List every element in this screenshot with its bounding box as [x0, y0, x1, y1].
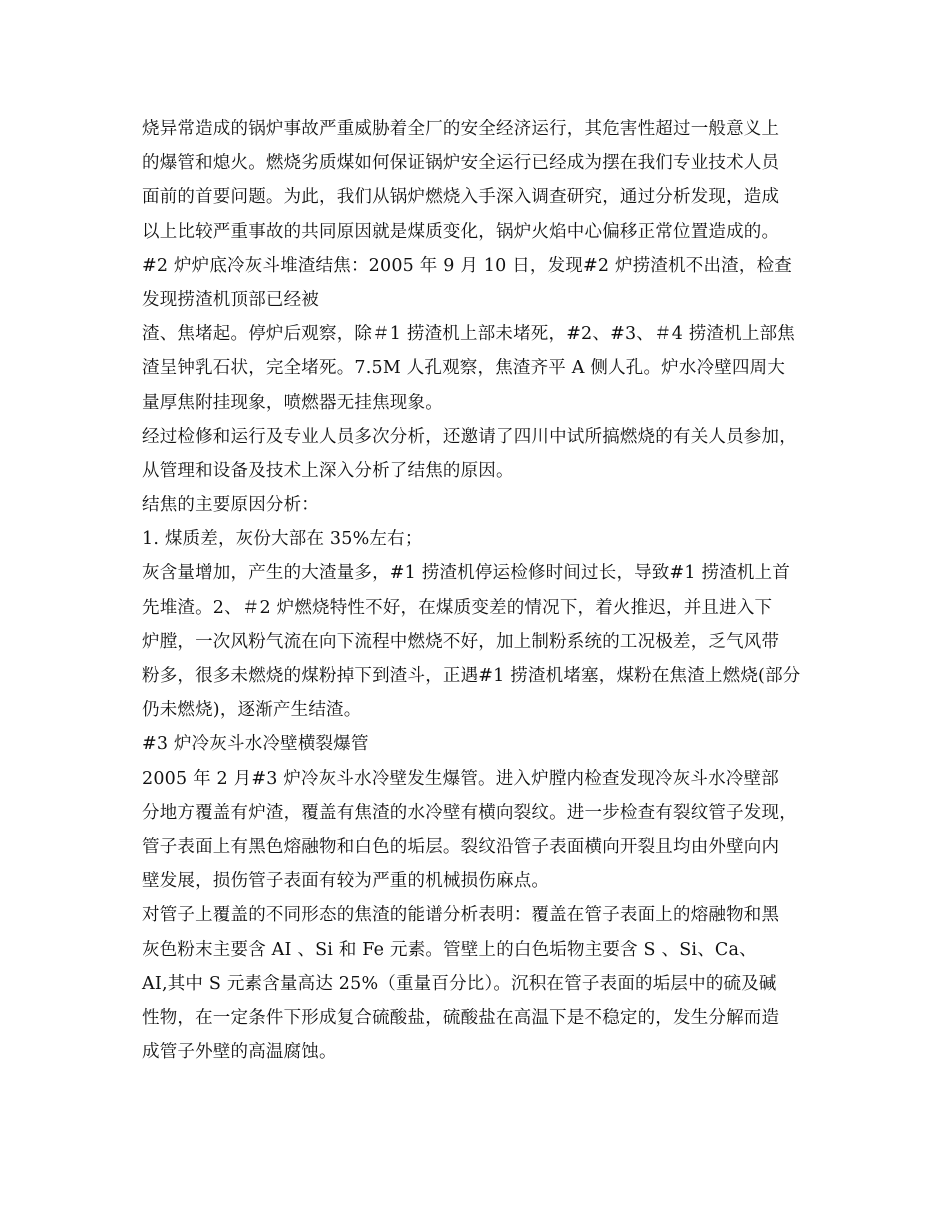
text-line: 分地方覆盖有炉渣，覆盖有焦渣的水冷壁有横向裂纹。进一步检查有裂纹管子发现，: [142, 802, 797, 823]
text-line: 先堆渣。2、＃2 炉燃烧特性不好，在煤质变差的情况下，着火推迟，并且进入下: [142, 597, 773, 618]
text-line: 成管子外壁的高温腐蚀。: [142, 1042, 337, 1063]
text-line: 以上比较严重事故的共同原因就是煤质变化，锅炉火焰中心偏移正常位置造成的。: [142, 221, 780, 242]
text-line: 面前的首要问题。为此，我们从锅炉燃烧入手深入调查研究，通过分析发现，造成: [142, 187, 780, 208]
document-body: [142, 112, 832, 1069]
text-line: 1. 煤质差，灰份大部在 35%左右；: [142, 529, 423, 550]
text-line: 烧异常造成的锅炉事故严重威胁着全厂的安全经济运行，其危害性超过一般意义上: [142, 119, 780, 139]
text-line: 性物，在一定条件下形成复合硫酸盐，硫酸盐在高温下是不稳定的，发生分解而造: [142, 1007, 780, 1028]
text-line: #3 炉冷灰斗水冷壁横裂爆管: [142, 734, 369, 755]
text-line: 渣呈钟乳石状，完全堵死。7.5M 人孔观察，焦渣齐平 A 侧人孔。炉水冷壁四周大: [142, 358, 786, 379]
text-line: 量厚焦附挂现象，喷燃器无挂焦现象。: [142, 392, 443, 413]
text-line: 壁发展，损伤管子表面有较为严重的机械损伤麻点。: [142, 871, 550, 892]
text-line: 结焦的主要原因分析：: [142, 495, 319, 516]
text-line: 灰含量增加，产生的大渣量多，#1 捞渣机停运检修时间过长，导致#1 捞渣机上首: [142, 563, 791, 584]
text-line: 2005 年 2 月#3 炉冷灰斗水冷壁发生爆管。进入炉膛内检查发现冷灰斗水冷壁部: [142, 768, 779, 789]
text-line: 经过检修和运行及专业人员多次分析，还邀请了四川中试所搞燃烧的有关人员参加，: [142, 426, 797, 447]
text-line: 管子表面上有黑色熔融物和白色的垢层。裂纹沿管子表面横向开裂且均由外壁向内: [142, 836, 780, 857]
text-line: 对管子上覆盖的不同形态的焦渣的能谱分析表明：覆盖在管子表面上的熔融物和黑: [142, 905, 780, 926]
text-line: 发现捞渣机顶部已经被: [142, 289, 319, 310]
text-line: #2 炉炉底冷灰斗堆渣结焦：2005 年 9 月 10 日，发现#2 炉捞渣机不出渣，检查: [142, 255, 792, 276]
text-line: 灰色粉末主要含 AI 、Si 和 Fe 元素。管壁上的白色垢物主要含 S 、Si、Ca、: [142, 939, 757, 960]
text-line: 从管理和设备及技术上深入分析了结焦的原因。: [142, 460, 514, 481]
text-line: 粉多，很多未燃烧的煤粉掉下到渣斗，正遇#1 捞渣机堵塞，煤粉在焦渣上燃烧(部分: [142, 666, 801, 686]
text-line: 渣、焦堵起。停炉后观察，除＃1 捞渣机上部未堵死，#2、#3、＃4 捞渣机上部焦: [142, 324, 795, 345]
text-line: 仍未燃烧)，逐渐产生结渣。: [142, 700, 362, 721]
text-line: AI,其中 S 元素含量高达 25%（重量百分比）。沉积在管子表面的垢层中的硫及碱: [142, 973, 777, 994]
text-line: 炉膛，一次风粉气流在向下流程中燃烧不好，加上制粉系统的工况极差，乏气风带: [142, 631, 780, 652]
text-line: 的爆管和熄火。燃烧劣质煤如何保证锅炉安全运行已经成为摆在我们专业技术人员: [142, 153, 780, 174]
